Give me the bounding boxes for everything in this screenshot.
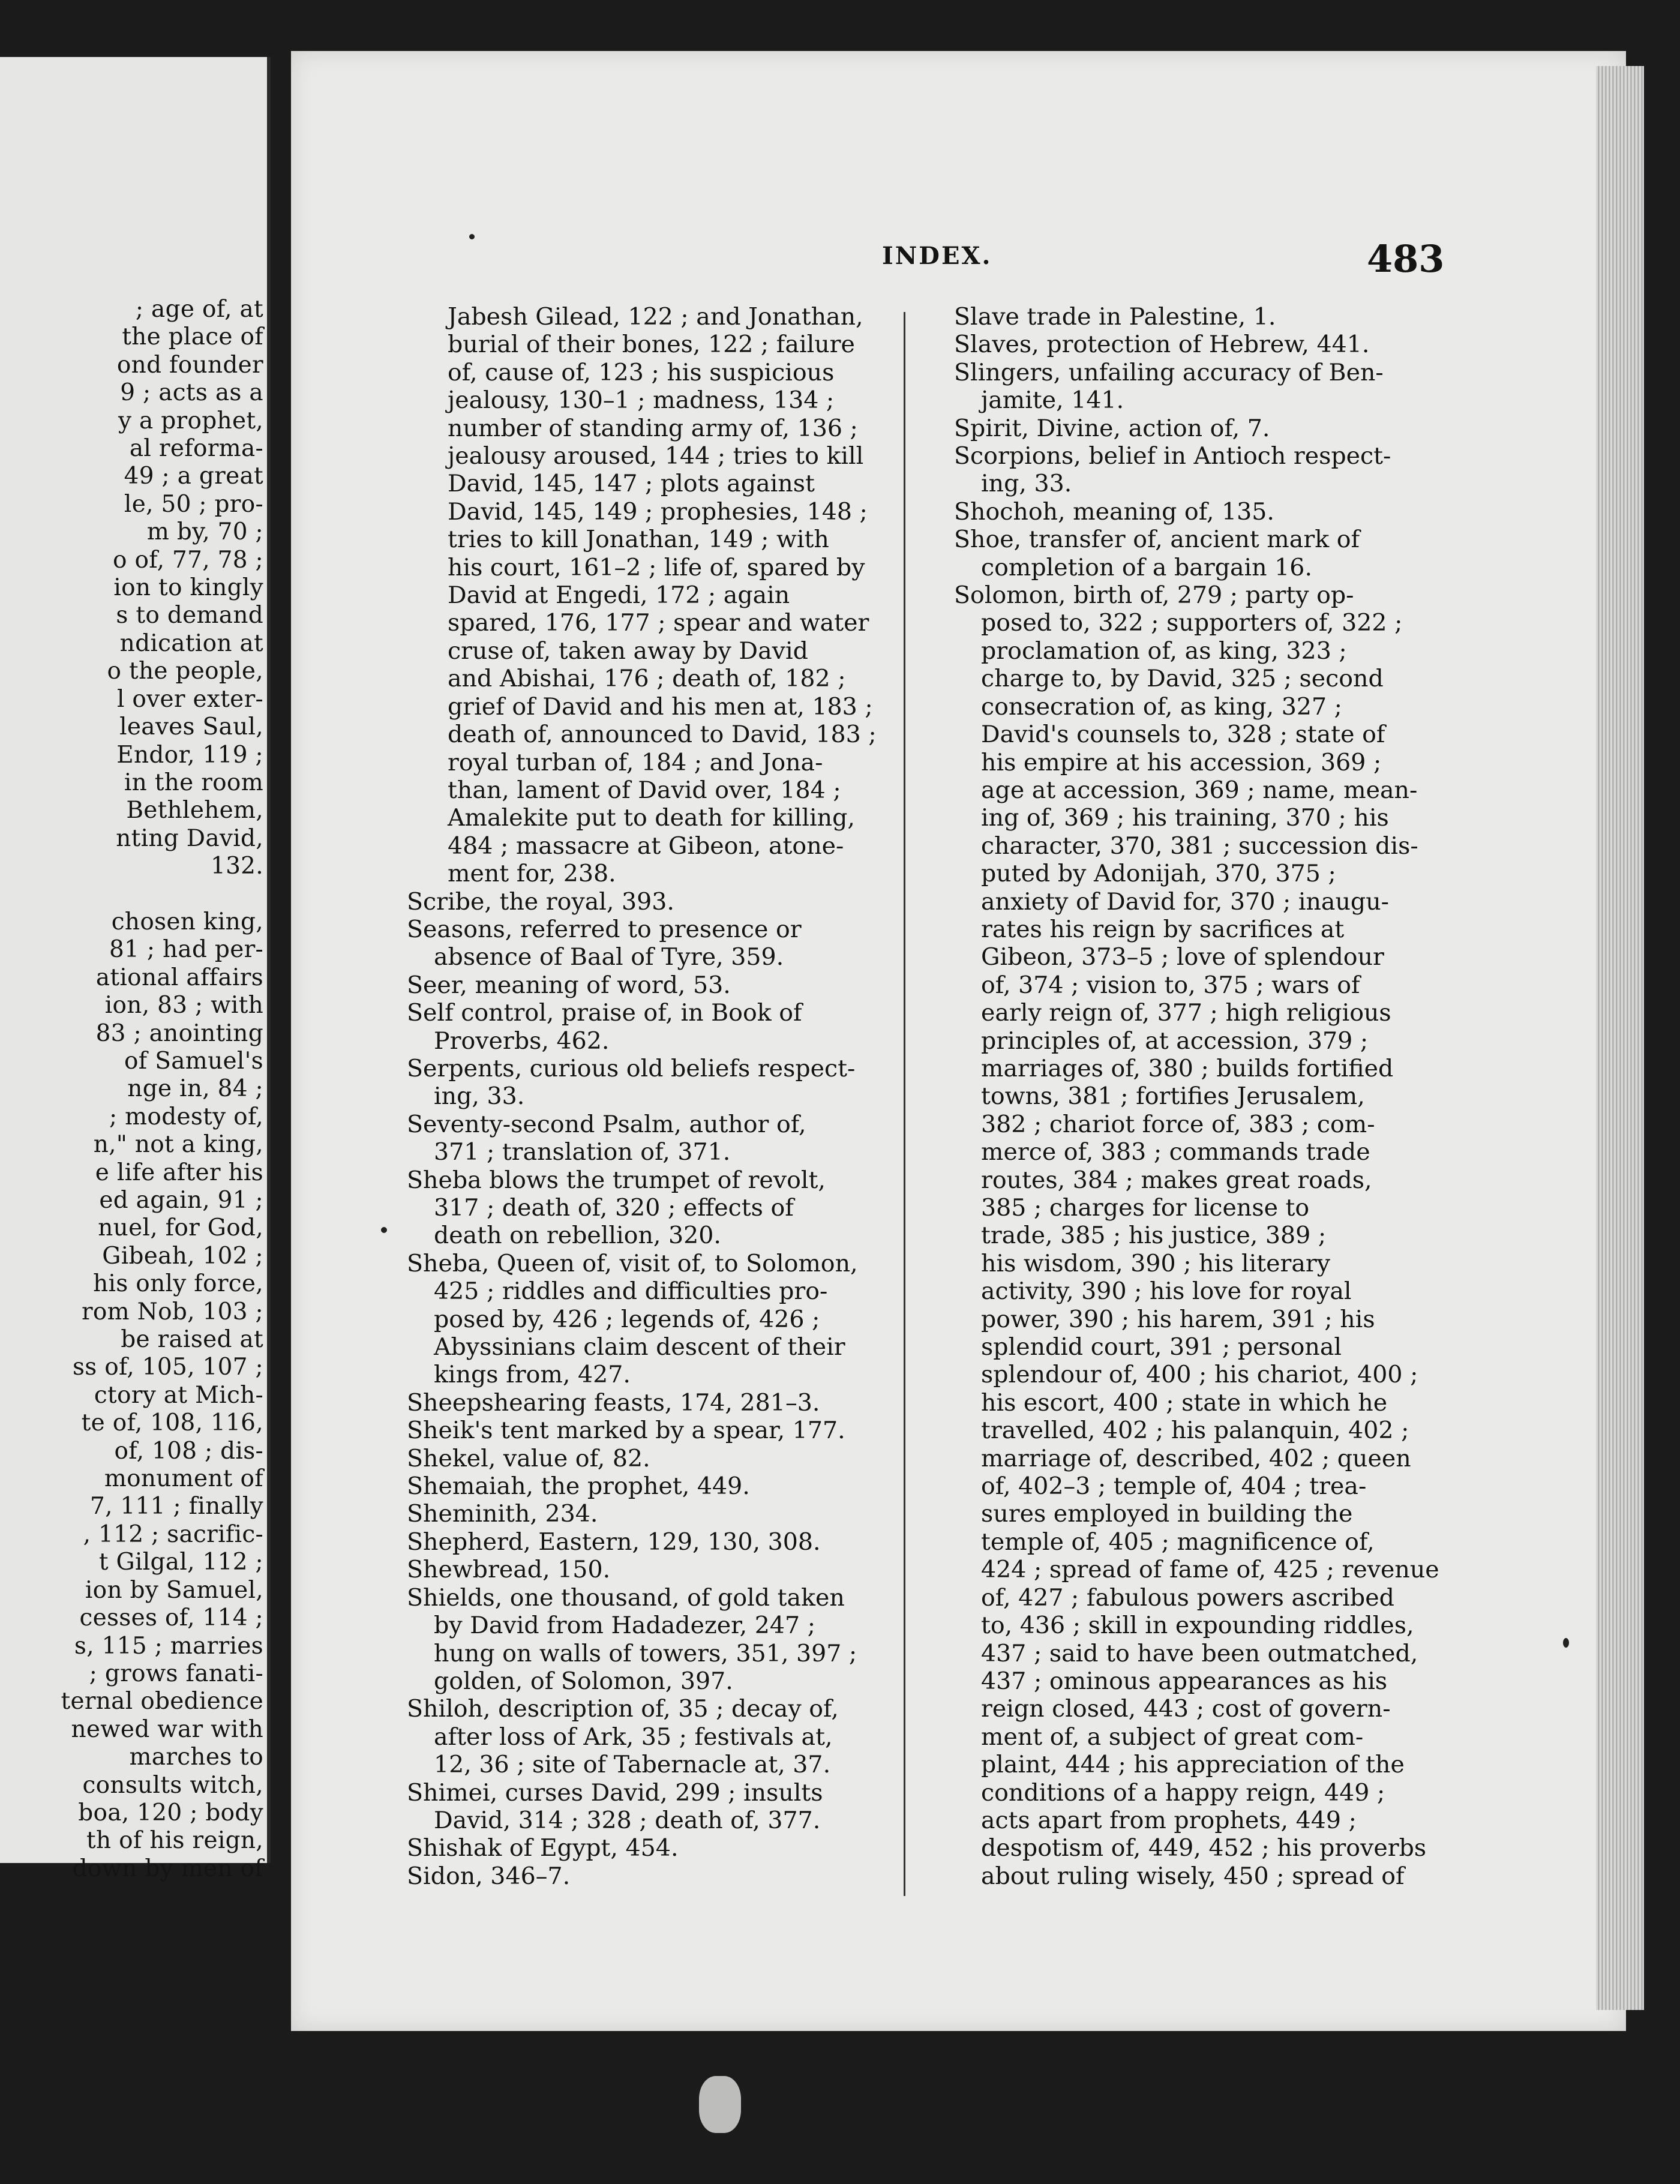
index-line: Serpents, curious old beliefs respect-: [407, 1054, 856, 1082]
index-column-right: [954, 303, 1439, 1890]
index-line: Slaves, protection of Hebrew, 441.: [954, 331, 1370, 359]
facing-page-line: 83 ; anointing: [95, 1019, 263, 1047]
index-line: Sheba, Queen of, visit of, to Solomon,: [407, 1249, 858, 1277]
index-line: David's counsels to, 328 ; state of: [981, 721, 1385, 749]
index-line: about ruling wisely, 450 ; spread of: [981, 1862, 1405, 1890]
facing-page-line: consults witch,: [82, 1771, 263, 1799]
index-line: Shepherd, Eastern, 129, 130, 308.: [407, 1528, 821, 1556]
facing-page-line: ss of, 105, 107 ;: [72, 1354, 263, 1381]
index-line: Seventy-second Psalm, author of,: [407, 1110, 806, 1138]
index-line: than, lament of David over, 184 ;: [448, 776, 841, 804]
index-line: Sheba blows the trumpet of revolt,: [407, 1166, 826, 1194]
index-line: ing of, 369 ; his training, 370 ; his: [981, 804, 1389, 832]
index-line: cruse of, taken away by David: [448, 637, 808, 665]
facing-page-line: be raised at: [121, 1326, 263, 1354]
facing-page-line: ; grows fanati-: [89, 1660, 263, 1687]
index-line: Slingers, unfailing accuracy of Ben-: [954, 358, 1384, 386]
facing-page-line: th of his reign,: [86, 1827, 263, 1855]
index-line: Shochoh, meaning of, 135.: [954, 497, 1274, 526]
ink-speck: [381, 1227, 387, 1233]
index-line: rates his reign by sacrifices at: [981, 915, 1345, 943]
index-line: number of standing army of, 136 ;: [448, 414, 858, 442]
facing-page-line: o the people,: [107, 658, 263, 685]
index-column-left: [407, 303, 877, 1890]
facing-page-line: of, 108 ; dis-: [114, 1437, 263, 1465]
facing-page-line: ion by Samuel,: [85, 1576, 263, 1604]
index-line: his escort, 400 ; state in which he: [981, 1388, 1388, 1417]
index-line: plaint, 444 ; his appreciation of the: [981, 1751, 1405, 1779]
running-head: INDEX.: [882, 242, 992, 270]
index-line: David, 145, 149 ; prophesies, 148 ;: [448, 497, 868, 526]
index-line: splendour of, 400 ; his chariot, 400 ;: [981, 1361, 1418, 1389]
index-line: posed by, 426 ; legends of, 426 ;: [434, 1305, 820, 1333]
index-line: absence of Baal of Tyre, 359.: [434, 943, 784, 971]
facing-page-line: te of, 108, 116,: [81, 1409, 263, 1437]
index-line: ing, 33.: [981, 470, 1072, 498]
index-line: Sheik's tent marked by a spear, 177.: [407, 1417, 845, 1445]
index-line: Shemaiah, the prophet, 449.: [407, 1472, 750, 1501]
index-line: 12, 36 ; site of Tabernacle at, 37.: [434, 1751, 831, 1779]
index-line: Seer, meaning of word, 53.: [407, 971, 731, 999]
index-line: sures employed in building the: [981, 1500, 1353, 1528]
index-line: David, 145, 147 ; plots against: [448, 470, 815, 498]
index-line: Self control, praise of, in Book of: [407, 999, 802, 1027]
index-line: consecration of, as king, 327 ;: [981, 692, 1342, 721]
index-line: reign closed, 443 ; cost of govern-: [981, 1695, 1391, 1723]
index-line: and Abishai, 176 ; death of, 182 ;: [448, 665, 846, 693]
index-line: 424 ; spread of fame of, 425 ; revenue: [981, 1556, 1439, 1584]
facing-page-line: ed again, 91 ;: [99, 1187, 263, 1214]
facing-page-text: [61, 296, 263, 1883]
index-line: character, 370, 381 ; succession dis-: [981, 832, 1418, 860]
index-line: 371 ; translation of, 371.: [434, 1138, 731, 1166]
facing-page-line: 49 ; a great: [124, 463, 263, 490]
facing-page-line: s to demand: [116, 602, 263, 629]
index-line: ment of, a subject of great com-: [981, 1723, 1364, 1751]
index-line: proclamation of, as king, 323 ;: [981, 637, 1347, 665]
index-line: of, 427 ; fabulous powers ascribed: [981, 1583, 1394, 1612]
index-line: after loss of Ark, 35 ; festivals at,: [434, 1723, 833, 1751]
index-line: his empire at his accession, 369 ;: [981, 748, 1382, 776]
index-line: conditions of a happy reign, 449 ;: [981, 1778, 1385, 1807]
facing-page-line: l over exter-: [116, 685, 263, 713]
index-line: by David from Hadadezer, 247 ;: [434, 1612, 816, 1640]
facing-page-line: ndication at: [119, 629, 263, 657]
index-line: Scribe, the royal, 393.: [407, 887, 674, 916]
index-line: temple of, 405 ; magnificence of,: [981, 1528, 1375, 1556]
index-line: Shoe, transfer of, ancient mark of: [954, 526, 1360, 554]
facing-page-line: ational affairs: [95, 964, 263, 991]
facing-page-line: Endor, 119 ;: [116, 741, 263, 769]
column-rule: [904, 312, 905, 1896]
index-line: travelled, 402 ; his palanquin, 402 ;: [981, 1417, 1409, 1445]
facing-page-line: ion to kingly: [113, 574, 263, 602]
index-line: kings from, 427.: [434, 1361, 631, 1389]
facing-page-line: 81 ; had per-: [109, 936, 263, 964]
index-line: death on rebellion, 320.: [434, 1222, 721, 1250]
index-line: Jabesh Gilead, 122 ; and Jonathan,: [448, 303, 863, 331]
index-line: Abyssinians claim descent of their: [434, 1333, 845, 1361]
index-line: Gibeon, 373–5 ; love of splendour: [981, 943, 1384, 971]
index-line: spared, 176, 177 ; spear and water: [448, 609, 869, 637]
facing-page-line: o of, 77, 78 ;: [113, 546, 263, 574]
facing-page-line: the place of: [122, 323, 263, 351]
index-line: age at accession, 369 ; name, mean-: [981, 776, 1418, 804]
ink-speck: [469, 234, 475, 239]
index-line: charge to, by David, 325 ; second: [981, 665, 1384, 693]
index-line: 437 ; ominous appearances as his: [981, 1667, 1388, 1695]
index-line: anxiety of David for, 370 ; inaugu-: [981, 887, 1389, 916]
index-line: Seasons, referred to presence or: [407, 915, 802, 943]
index-line: 382 ; chariot force of, 383 ; com-: [981, 1110, 1375, 1138]
index-line: posed to, 322 ; supporters of, 322 ;: [981, 609, 1403, 637]
index-line: splendid court, 391 ; personal: [981, 1333, 1342, 1361]
index-line: activity, 390 ; his love for royal: [981, 1277, 1352, 1306]
index-line: to, 436 ; skill in expounding riddles,: [981, 1612, 1414, 1640]
page-block-edge: [1596, 66, 1644, 2010]
facing-page-line: chosen king,: [111, 908, 263, 935]
facing-page-line: boa, 120 ; body: [78, 1799, 263, 1826]
index-line: royal turban of, 184 ; and Jona-: [448, 748, 823, 776]
facing-page-line: nuel, for God,: [98, 1214, 263, 1242]
index-line: Shiloh, description of, 35 ; decay of,: [407, 1695, 839, 1723]
facing-page-line: ; modesty of,: [109, 1103, 263, 1130]
index-line: 484 ; massacre at Gibeon, atone-: [448, 832, 844, 860]
facing-page-line: t Gilgal, 112 ;: [98, 1549, 263, 1576]
index-line: death of, announced to David, 183 ;: [448, 721, 877, 749]
index-line: jamite, 141.: [981, 386, 1124, 415]
index-line: acts apart from prophets, 449 ;: [981, 1806, 1357, 1834]
facing-page-line: al reforma-: [129, 435, 263, 463]
facing-page-line: Bethlehem,: [126, 797, 263, 824]
index-line: principles of, at accession, 379 ;: [981, 1027, 1369, 1055]
facing-page-line: e life after his: [95, 1159, 263, 1186]
facing-page-line: [61, 881, 263, 908]
facing-page-line: his only force,: [93, 1270, 263, 1298]
index-line: 385 ; charges for license to: [981, 1194, 1310, 1222]
facing-page-line: nge in, 84 ;: [127, 1075, 263, 1103]
index-line: David, 314 ; 328 ; death of, 377.: [434, 1806, 821, 1834]
facing-page-line: leaves Saul,: [119, 713, 263, 741]
facing-page-line: ond founder: [116, 351, 263, 379]
facing-page-line: down by men of: [72, 1855, 263, 1882]
facing-page-line: marches to: [129, 1744, 263, 1771]
index-line: tries to kill Jonathan, 149 ; with: [448, 526, 829, 554]
index-line: Shewbread, 150.: [407, 1556, 611, 1584]
facing-page-line: s, 115 ; marries: [74, 1632, 263, 1660]
facing-page-line: ion, 83 ; with: [104, 992, 263, 1019]
facing-page-line: Gibeah, 102 ;: [102, 1242, 263, 1270]
facing-page: [0, 57, 271, 1882]
facing-page-line: cesses of, 114 ;: [79, 1604, 263, 1632]
index-line: Shekel, value of, 82.: [407, 1444, 650, 1472]
index-line: towns, 381 ; fortifies Jerusalem,: [981, 1082, 1365, 1111]
facing-page-line: of Samuel's: [124, 1047, 263, 1075]
index-line: marriages of, 380 ; builds fortified: [981, 1054, 1394, 1082]
facing-page-line: y a prophet,: [118, 407, 263, 434]
facing-page-line: rom Nob, 103 ;: [81, 1298, 263, 1325]
index-line: jealousy, 130–1 ; madness, 134 ;: [448, 386, 835, 415]
page-number: 483: [1367, 237, 1445, 281]
facing-page-line: in the room: [124, 769, 263, 796]
index-line: completion of a bargain 16.: [981, 553, 1312, 581]
index-line: his court, 161–2 ; life of, spared by: [448, 553, 865, 581]
index-line: trade, 385 ; his justice, 389 ;: [981, 1222, 1327, 1250]
facing-page-line: ctory at Mich-: [94, 1381, 263, 1409]
index-line: puted by Adonijah, 370, 375 ;: [981, 860, 1336, 888]
index-line: Sidon, 346–7.: [407, 1862, 571, 1890]
index-line: marriage of, described, 402 ; queen: [981, 1444, 1411, 1472]
index-line: of, cause of, 123 ; his suspicious: [448, 358, 835, 386]
index-line: his wisdom, 390 ; his literary: [981, 1249, 1331, 1277]
index-line: Shishak of Egypt, 454.: [407, 1834, 679, 1862]
facing-page-line: ; age of, at: [135, 296, 263, 323]
facing-page-line: le, 50 ; pro-: [124, 490, 263, 518]
index-line: routes, 384 ; makes great roads,: [981, 1166, 1372, 1194]
index-line: golden, of Solomon, 397.: [434, 1667, 733, 1695]
facing-page-line: newed war with: [71, 1715, 263, 1743]
index-line: Solomon, birth of, 279 ; party op-: [954, 581, 1354, 610]
index-line: power, 390 ; his harem, 391 ; his: [981, 1305, 1375, 1333]
index-line: ment for, 238.: [448, 860, 616, 888]
index-line: Sheminith, 234.: [407, 1500, 598, 1528]
facing-page-line: , 112 ; sacrific-: [83, 1520, 263, 1548]
index-line: Amalekite put to death for killing,: [448, 804, 855, 832]
index-line: 317 ; death of, 320 ; effects of: [434, 1194, 794, 1222]
facing-page-line: 9 ; acts as a: [120, 379, 263, 407]
index-line: grief of David and his men at, 183 ;: [448, 692, 873, 721]
index-line: despotism of, 449, 452 ; his proverbs: [981, 1834, 1427, 1862]
index-line: 437 ; said to have been outmatched,: [981, 1639, 1418, 1667]
index-line: ing, 33.: [434, 1082, 525, 1111]
index-line: Scorpions, belief in Antioch respect-: [954, 442, 1391, 470]
index-line: jealousy aroused, 144 ; tries to kill: [448, 442, 864, 470]
index-line: Slave trade in Palestine, 1.: [954, 303, 1276, 331]
facing-page-line: nting David,: [116, 824, 263, 852]
index-line: Shimei, curses David, 299 ; insults: [407, 1778, 823, 1807]
index-line: merce of, 383 ; commands trade: [981, 1138, 1370, 1166]
index-line: 425 ; riddles and difficulties pro-: [434, 1277, 828, 1306]
index-line: of, 402–3 ; temple of, 404 ; trea-: [981, 1472, 1367, 1501]
paper-debris: [699, 2076, 741, 2133]
facing-page-line: monument of: [104, 1465, 263, 1493]
index-line: burial of their bones, 122 ; failure: [448, 331, 855, 359]
index-line: Shields, one thousand, of gold taken: [407, 1583, 845, 1612]
index-line: Spirit, Divine, action of, 7.: [954, 414, 1270, 442]
index-line: of, 374 ; vision to, 375 ; wars of: [981, 971, 1360, 999]
facing-page-line: n," not a king,: [93, 1131, 263, 1159]
facing-page-line: 7, 111 ; finally: [89, 1493, 263, 1520]
index-line: Proverbs, 462.: [434, 1027, 610, 1055]
index-line: hung on walls of towers, 351, 397 ;: [434, 1639, 857, 1667]
facing-page-line: ternal obedience: [61, 1688, 263, 1715]
facing-page-line: m by, 70 ;: [146, 518, 263, 546]
index-line: David at Engedi, 172 ; again: [448, 581, 790, 610]
ink-speck: [1563, 1638, 1569, 1648]
facing-page-line: 132.: [210, 853, 263, 880]
index-line: Sheepshearing feasts, 174, 281–3.: [407, 1388, 820, 1417]
index-line: early reign of, 377 ; high religious: [981, 999, 1391, 1027]
